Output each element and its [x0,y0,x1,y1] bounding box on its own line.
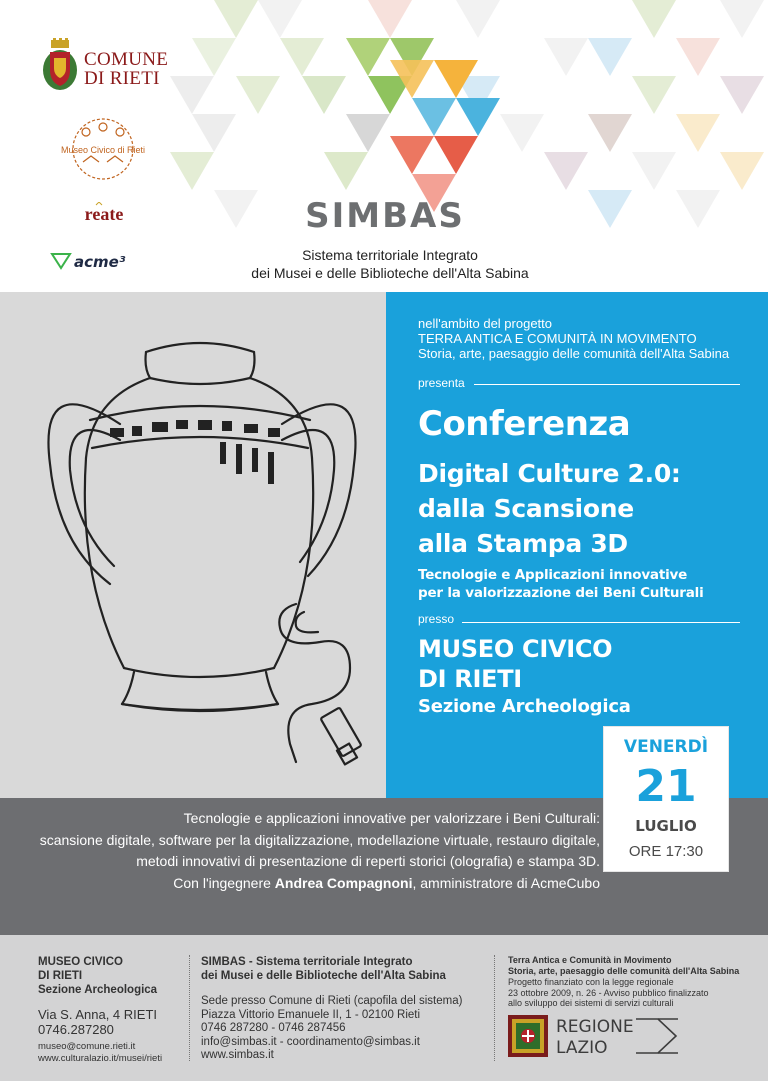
conference-title [418,456,681,561]
presenta-label: presenta [418,376,465,390]
regione-text [556,1017,634,1059]
simbas-footer-details [201,995,491,1063]
museum-phone: 0746.287280 [38,1022,114,1037]
comune-logo-line2: DI RIETI [84,68,160,89]
subtitle-line2: per la valorizzazione dei Beni Culturali [418,585,704,601]
event-time: ORE 17:30 [628,843,704,860]
announcement-panel [386,292,768,798]
footer-museum-title-line1: MUSEO CIVICO [38,956,123,968]
venue-name [418,634,612,694]
footer-museum-links [38,1041,188,1065]
speaker-suffix: , amministratore di AcmeCubo [412,874,600,891]
footer-museum-title-line2: DI RIETI [38,970,83,982]
simbas-emails[interactable]: info@simbas.it - coordinamento@simbas.it [201,1035,420,1048]
museum-email[interactable]: museo@comune.rieti.it [38,1041,136,1052]
intro-line1: nell'ambito del progetto [418,316,553,331]
simbas-subtitle [200,246,580,282]
simbas-phones: 0746 287280 - 0746 287456 [201,1022,346,1034]
simbas-seat: Sede presso Comune di Rieti (capofila del sistema) [201,995,463,1007]
divider [462,622,740,623]
footer-divider [494,955,495,1061]
museo-civico-logo [58,116,148,182]
speaker-name: Andrea Compagnoni [274,874,413,891]
simbas-footer-title-line2: dei Musei e delle Biblioteche dell'Alta Sabina [201,970,446,982]
simbas-subtitle-line1: Sistema territoriale Integrato [302,247,478,263]
project-intro [418,316,758,361]
description-line3: metodi innovativi di presentazione di reperti storici (olografia) e stampa 3D. [136,853,600,869]
simbas-title: SIMBAS [305,196,465,236]
event-weekday: VENERDÌ [623,737,709,757]
footer [0,935,768,1081]
event-day: 21 [635,761,697,812]
reate-logo [68,202,140,226]
intro-line2: TERRA ANTICA E COMUNITÀ IN MOVIMENTO [418,331,697,346]
amphora-illustration-panel [0,292,386,798]
acme-logo-text: acme³ [74,253,126,271]
reate-logo-text: reate [84,204,124,224]
project-funding-line2: 23 ottobre 2009, n. 26 - Avviso pubblico finalizzato [508,987,709,998]
event-description [40,808,600,894]
regione-line1: REGIONE [556,1017,634,1037]
amphora-drawing [0,292,386,798]
simbas-address: Piazza Vittorio Emanuele II, 1 - 02100 Rieti [201,1008,421,1021]
presso-label: presso [418,612,455,626]
acme-logo [50,250,150,272]
crest-icon [42,38,78,94]
title-line2: dalla Scansione [418,494,634,523]
museum-address: Via S. Anna, 4 RIETI [38,1007,157,1022]
comune-logo-line1: COMUNE [84,49,169,70]
conference-subtitle [418,566,704,602]
project-title-line2: Storia, arte, paesaggio delle comunità dell'Alta Sabina [508,966,740,976]
description-line4 [40,873,600,895]
description-line1: Tecnologie e applicazioni innovative per valorizzare i Beni Culturali: [183,810,600,826]
regione-line2: LAZIO [556,1038,608,1058]
footer-museum-address [38,1007,188,1037]
conference-label: Conferenza [418,404,631,444]
regione-chevron-icon [634,1013,694,1059]
museo-logo-text: Museo Civico di Rieti [60,145,146,155]
venue-line2: DI RIETI [418,665,522,693]
partner-logos [28,30,178,280]
footer-simbas-contacts [201,955,491,1063]
footer-museum-contacts [38,955,188,1065]
description-line2: scansione digitale, software per la digitalizzazione, modellazione virtuale, restauro digitale, [39,831,600,848]
footer-divider [189,955,190,1061]
event-date-box [604,727,728,871]
regione-lazio-logo [506,1013,696,1065]
museum-website[interactable]: www.culturalazio.it/musei/rieti [38,1053,163,1064]
regione-crest-icon [506,1013,550,1059]
footer-museum-title-line3: Sezione Archeologica [38,984,158,996]
project-funding-line3: allo sviluppo dei sistemi di servizi culturali [508,998,674,1008]
title-line1: Digital Culture 2.0: [418,459,681,488]
event-month: LUGLIO [635,817,697,835]
venue-line1: MUSEO CIVICO [418,635,613,663]
speaker-prefix: Con l'ingegnere [173,874,275,891]
simbas-website[interactable]: www.simbas.it [201,1049,274,1061]
simbas-subtitle-line2: dei Musei e delle Biblioteche dell'Alta Sabina [251,265,529,281]
simbas-footer-title-line1: SIMBAS - Sistema territoriale Integrato [201,956,413,968]
subtitle-line1: Tecnologie e Applicazioni innovative [418,567,688,583]
footer-project-info [508,955,758,1009]
venue-section: Sezione Archeologica [418,696,631,717]
comune-di-rieti-logo [42,38,182,108]
divider [474,384,740,385]
title-line3: alla Stampa 3D [418,529,628,558]
project-funding-line1: Progetto finanziato con la legge regionale [508,977,674,987]
project-title-line1: Terra Antica e Comunità in Movimento [508,955,672,965]
intro-line3: Storia, arte, paesaggio delle comunità dell'Alta Sabina [418,346,730,361]
